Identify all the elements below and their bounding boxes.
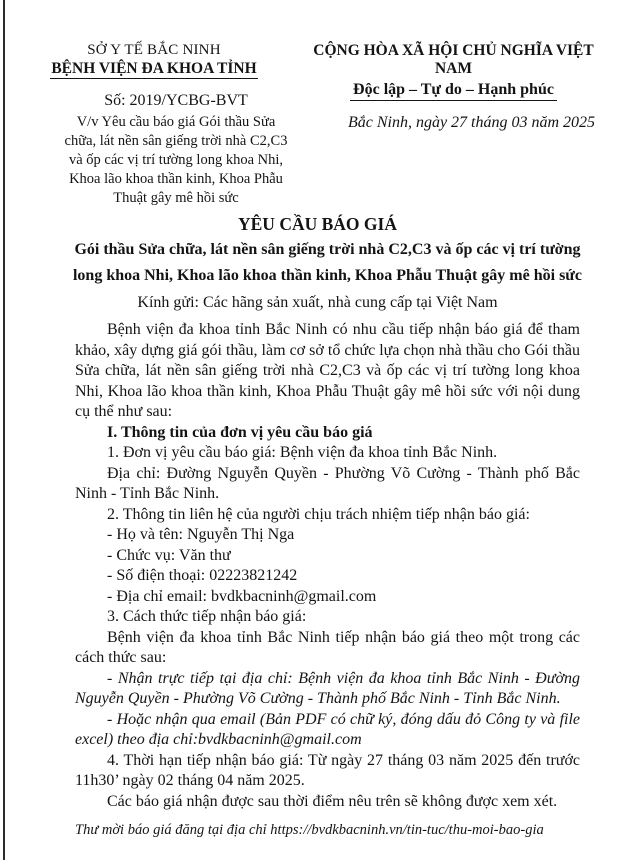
document-number: Số: 2019/YCBG-BVT (104, 92, 248, 109)
document-subject: V/v Yêu cầu báo giá Gói thầu Sửa chữa, lát nền sân giếng trời nhà C2,C3 và ốp các vị trí tường long khoa Nhi, Khoa lão khoa thần kinh, Khoa Phẫu Thuật gây mê hồi sức (64, 114, 288, 206)
parent-org-name: SỞ Y TẾ BẮC NINH (87, 42, 221, 58)
document-title: YÊU CẦU BÁO GIÁ (238, 214, 397, 234)
issuer-block (42, 42, 310, 208)
issuer-names (20, 42, 288, 79)
section-1-heading: I. Thông tin của đơn vị yêu cầu báo giá (107, 423, 373, 441)
page-border-line (3, 0, 5, 860)
salutation-line: Kính gửi: Các hãng sản xuất, nhà cung cấp tại Việt Nam (137, 294, 498, 311)
intro-paragraph: Bệnh viện đa khoa tỉnh Bắc Ninh có nhu cầu tiếp nhận báo giá để tham khảo, xây dựng giá gói thầu, làm cơ sở tổ chức lựa chọn nhà thầu cho Gói thầu Sửa chữa, lát nền sân giếng trời nhà C2,C3 và ốp các vị trí tường long khoa Nhi, Khoa lão khoa thần kinh, Khoa Phẫu Thuật gây mê hồi sức với nội dung cụ thể như sau: (75, 321, 580, 420)
document-header (0, 0, 635, 208)
reception-method-heading: 3. Cách thức tiếp nhận báo giá: (107, 608, 307, 625)
contact-name-line: - Họ và tên: Nguyễn Thị Nga (107, 526, 295, 543)
national-motto (310, 79, 597, 100)
hospital-name (20, 59, 288, 79)
reception-method-intro: Bệnh viện đa khoa tỉnh Bắc Ninh tiếp nhận báo giá theo một trong các cách thức sau: (75, 628, 580, 666)
country-name: CỘNG HÒA XÃ HỘI CHỦ NGHĨA VIỆT NAM (313, 42, 594, 77)
contact-title-line: - Chức vụ: Văn thư (107, 546, 231, 564)
deadline-line: 4. Thời hạn tiếp nhận báo giá: Từ ngày 27 tháng 03 năm 2025 đến trước 11h30’ ngày 02 tháng 04 năm 2025. (75, 751, 580, 789)
title-block (0, 211, 635, 316)
contact-email-line: - Địa chỉ email: bvdkbacninh@gmail.com (107, 587, 377, 605)
contact-phone-line: - Số điện thoại: 02223821242 (107, 567, 298, 584)
hospital-name-text: BỆNH VIỆN ĐA KHOA TỈNH (51, 60, 257, 77)
late-quote-note: Các báo giá nhận được sau thời điểm nêu trên sẽ không được xem xét. (107, 792, 558, 810)
address-line: Địa chỉ: Đường Nguyễn Quyền - Phường Võ Cường - Thành phố Bắc Ninh - Tỉnh Bắc Ninh. (75, 464, 580, 502)
national-header (310, 42, 597, 208)
document-body (75, 320, 580, 841)
requesting-unit-line: 1. Đơn vị yêu cầu báo giá: Bệnh viện đa khoa tỉnh Bắc Ninh. (107, 444, 498, 461)
reception-method-email: - Hoặc nhận qua email (Bản PDF có chữ ký, đóng dấu đỏ Công ty và file excel) theo địa chỉ:bvdkbacninh@gmail.com (75, 710, 580, 748)
footer-note: Thư mời báo giá đăng tại địa chỉ https://bvdkbacninh.vn/tin-tuc/thu-moi-bao-gia (75, 822, 544, 838)
contact-info-heading: 2. Thông tin liên hệ của người chịu trách nhiệm tiếp nhận báo giá: (107, 505, 530, 523)
document-subtitle: Gói thầu Sửa chữa, lát nền sân giếng trời nhà C2,C3 và ốp các vị trí tường long khoa Nhi, Khoa lão khoa thần kinh, Khoa Phẫu Thuật gây mê hồi sức (72, 241, 582, 284)
national-motto-text: Độc lập – Tự do – Hạnh phúc (350, 81, 557, 101)
place-date: Bắc Ninh, ngày 27 tháng 03 năm 2025 (347, 114, 596, 131)
reception-method-direct: - Nhận trực tiếp tại địa chỉ: Bệnh viện đa khoa tỉnh Bắc Ninh - Đường Nguyễn Quyền - Phường Võ Cường - Thành phố Bắc Ninh - Tỉnh Bắc Ninh. (75, 669, 580, 707)
